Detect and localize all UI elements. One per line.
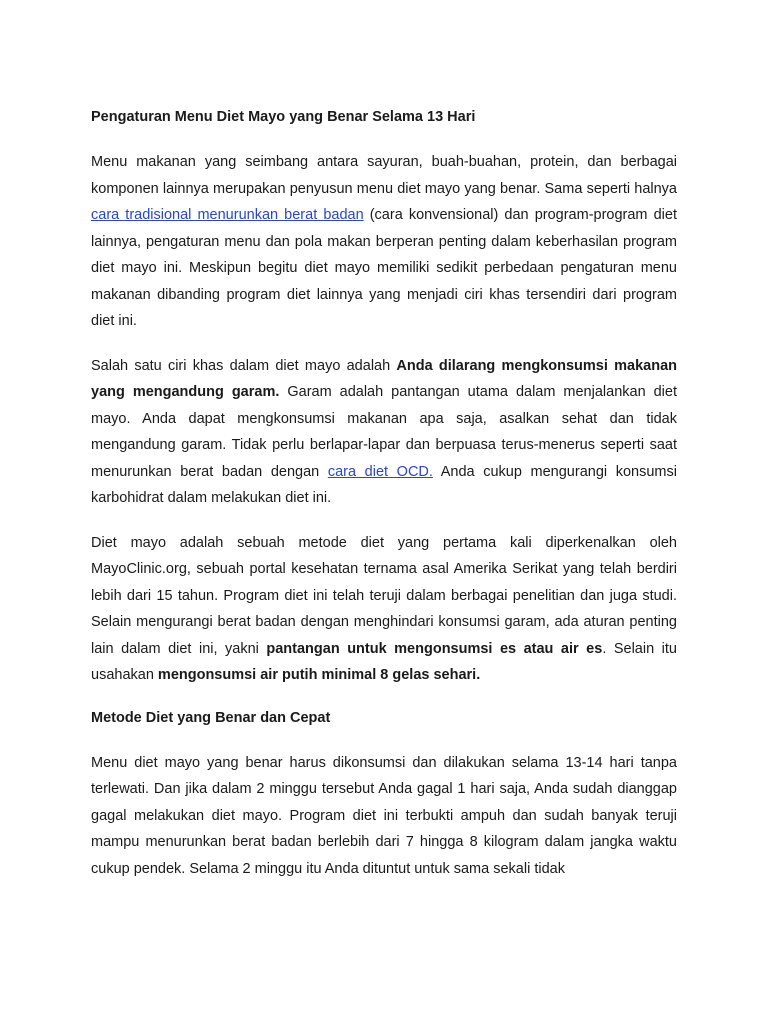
paragraph-menu-seimbang xyxy=(91,149,677,335)
paragraph-text: Salah satu ciri khas dalam diet mayo adalah xyxy=(91,357,397,374)
paragraph-text: (cara konvensional) dan program-program diet lainnya, pengaturan menu dan pola makan berperan penting dalam keberhasilan program diet mayo ini. Meskipun begitu diet mayo memiliki sedikit perbedaan pengaturan menu makanan dibanding program diet lainnya yang menjadi ciri khas tersendiri dari program diet ini. xyxy=(91,207,677,329)
document-page xyxy=(91,104,677,900)
bold-text-dilarang-garam: Anda dilarang mengkonsumsi makanan yang mengandung garam. xyxy=(91,357,677,400)
link-cara-tradisional[interactable]: cara tradisional menurunkan berat badan xyxy=(91,207,364,223)
paragraph-ciri-khas xyxy=(91,353,677,512)
section-heading-menu-diet-mayo: Pengaturan Menu Diet Mayo yang Benar Selama 13 Hari xyxy=(91,109,476,125)
paragraph-text: Diet mayo adalah sebuah metode diet yang pertama kali diperkenalkan oleh MayoClinic.org, sebuah portal kesehatan ternama asal Amerika Serikat yang telah berdiri lebih dari 15 tahun. Program diet ini telah teruji dalam berbagai penelitian dan juga studi. Selain mengurangi berat badan dengan menghindari konsumsi garam, ada aturan penting lain dalam diet ini, yakni xyxy=(91,534,677,657)
section-heading-metode-diet: Metode Diet yang Benar dan Cepat xyxy=(91,709,331,726)
bold-text-pantangan-es: pantangan untuk mengonsumsi es atau air es xyxy=(266,640,603,657)
link-cara-diet-ocd[interactable]: cara diet OCD. xyxy=(327,463,433,480)
paragraph-text: Garam adalah pantangan utama dalam menjalankan diet mayo. Anda dapat mengkonsumsi makanan apa saja, asalkan sehat dan tidak mengandung garam. Tidak perlu berlapar-lapar dan berpuasa terus-menerus seperti saat menurunkan berat badan dengan xyxy=(91,384,677,480)
bold-text-air-putih: mengonsumsi air putih minimal 8 gelas sehari. xyxy=(157,667,481,683)
paragraph-text: . Selain itu usahakan xyxy=(91,640,677,683)
paragraph-text: Menu diet mayo yang benar harus dikonsumsi dan dilakukan selama 13-14 hari tanpa terlewati. Dan jika dalam 2 minggu tersebut Anda gagal 1 hari saja, Anda sudah dianggap gagal melakukan diet mayo. Program diet ini terbukti ampuh dan sudah banyak teruji mampu menurunkan berat badan berlebih dari 7 hingga 8 kilogram dalam jangka waktu cukup pendek. Selama 2 minggu itu Anda dituntut untuk sama sekali tidak xyxy=(91,754,677,877)
paragraph-text: Menu makanan yang seimbang antara sayuran, buah-buahan, protein, dan berbagai komponen lainnya merupakan penyusun menu diet mayo yang benar. Sama seperti halnya xyxy=(91,154,677,197)
paragraph-text: Anda cukup mengurangi konsumsi karbohidrat dalam melakukan diet ini. xyxy=(91,463,677,506)
paragraph-menu-13-14-hari xyxy=(91,750,677,883)
paragraph-mayoclinic xyxy=(91,530,677,689)
